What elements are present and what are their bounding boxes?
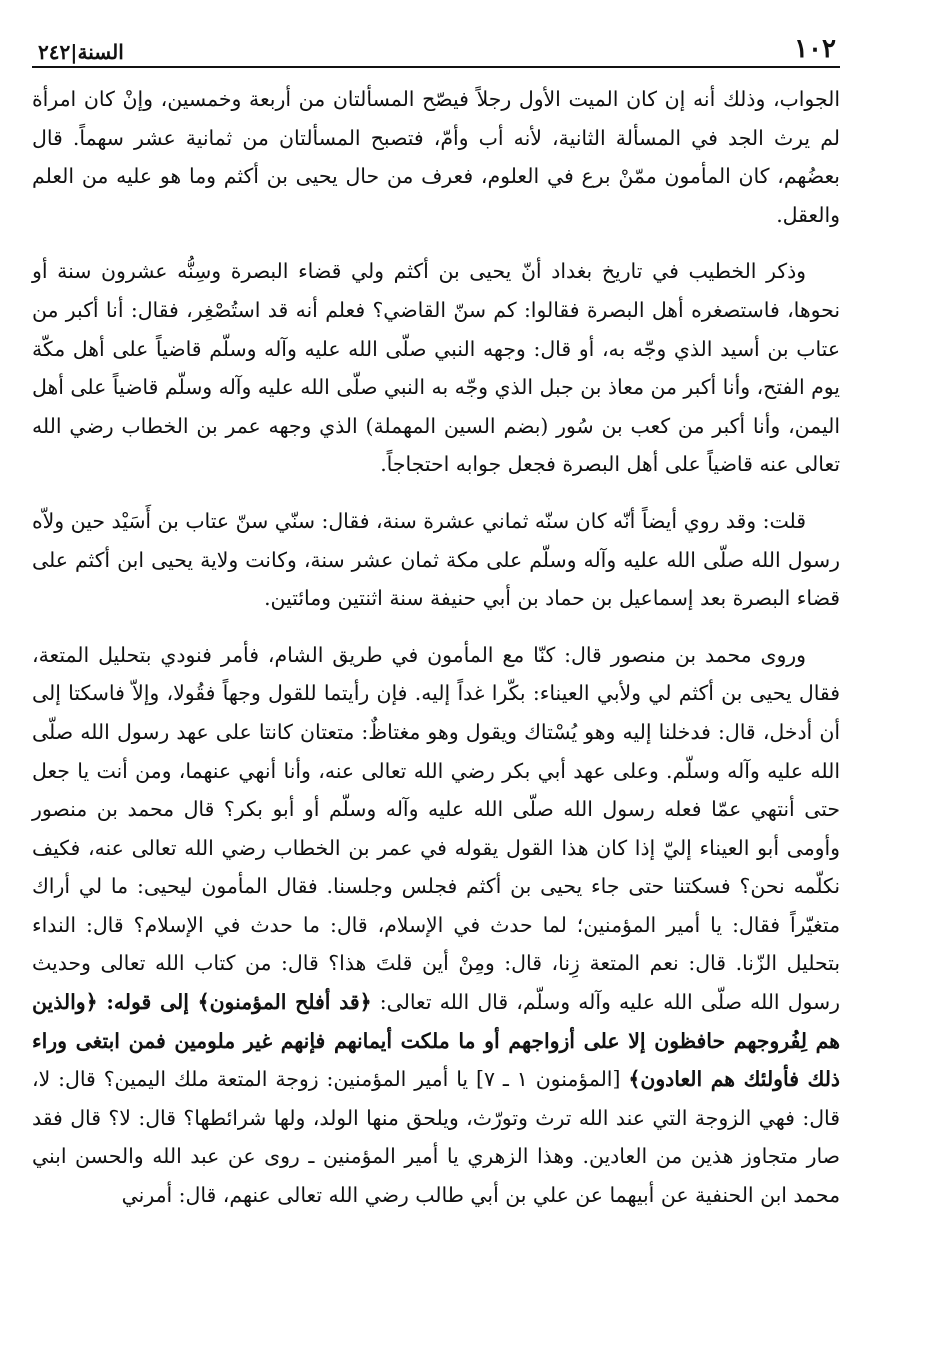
paragraph-4-continuation: [المؤمنون ١ ـ ٧] يا أمير المؤمنين: زوجة المتعة ملك اليمين؟ قال: لا، قال: فهي الزوجة التي عند الله ترث وتورّث، ويلحق منها الولد، ولها شرائطها؟ قال: لا؟ قال فقد صار متجاوز هذين من العادين. وهذا الزهري يا أمير المؤمنين ـ روى عن عبد الله والحسن ابني محمد ابن الحنفية عن أبيهما عن علي بن أبي طالب رضي الله تعالى عنهم، قال: أمرني: [32, 1067, 840, 1208]
paragraph-2: وذكر الخطيب في تاريخ بغداد أنّ يحيى بن أكثم ولي قضاء البصرة وسِنُّه عشرون سنة أو نحوها، فاستصغره أهل البصرة فقالوا: كم سنّ القاضي؟ فعلم أنه قد استُصْغِر، فقال: أنا أكبر من عتاب بن أسيد الذي وجّه به، أو قال: وجهه النبي صلّى الله عليه وآله وسلّم قاضياً على أهل مكّة يوم الفتح، وأنا أكبر من معاذ بن جبل الذي وجّه به النبي صلّى الله عليه وآله وسلّم قاضياً على أهل اليمن، وأنا أكبر من كعب بن سُور (بضم السين المهملة) الذي وجهه عمر بن الخطاب رضي الله تعالى عنه قاضياً على أهل البصرة فجعل جوابه احتجاجاً.: [32, 259, 840, 477]
paragraph-3: قلت: وقد روي أيضاً أنّه كان سنّه ثماني عشرة سنة، فقال: سنّي سنّ عتاب بن أَسَيْد حين ولاّه رسول الله صلّى الله عليه وآله وسلّم على مكة ثمان عشر سنة، وكانت ولاية يحيى ابن أكثم على قضاء البصرة بعد إسماعيل بن حماد بن أبي حنيفة سنة اثنتين ومائتين.: [32, 508, 840, 611]
page-header: [32, 28, 840, 68]
page-number: ١٠٢: [794, 34, 836, 64]
running-header-year: السنة|٢٤٢: [38, 40, 124, 64]
paragraph-4: [32, 636, 840, 1215]
paragraph-1: الجواب، وذلك أنه إن كان الميت الأول رجلاً فيصّح المسألتان من أربعة وخمسين، وإنْ كان امرأة لم يرث الجد في المسألة الثانية، لأنه أب وأمّ، فتصبح المسألتان من ثمانية عشر سهماً. قال بعضُهم، كان المأمون ممّنْ برع في العلوم، فعرف من حال يحيى بن أكثم وما هو عليه من العلم والعقل.: [32, 87, 840, 227]
body-text: [32, 80, 840, 1215]
paragraph-4-text: وروى محمد بن منصور قال: كنّا مع المأمون في طريق الشام، فأمر فنودي بتحليل المتعة، فقال يحيى بن أكثم لي ولأبي العيناء: بكّرا غداً إليه. فإن رأيتما للقول وجهاً فقُولا، وإلاّ فاسكتا إلى أن أدخل، قال: فدخلنا إليه وهو يُسْتاك ويقول وهو مغتاظٌ: متعتان كانتا على عهد رسول الله صلّى الله عليه وآله وسلّم. وعلى عهد أبي بكر رضي الله تعالى عنه، وأنا أنهي عنهما، ومن أنت يا جعل حتى أنتهي عمّا فعله رسول الله صلّى الله عليه وآله وسلّم أو أبو بكر؟ قال محمد بن منصور وأومى أبو العيناء إليّ إذا كان هذا القول يقوله في عمر بن الخطاب رضي الله تعالى عنه، فكيف نكلّمه نحن؟ فسكتنا حتى جاء يحيى بن أكثم فجلس وجلسنا. فقال المأمون ليحيى: ما لي أراك متغيّراً فقال: يا أمير المؤمنين؛ لما حدث في الإسلام، قال: ما حدث في الإسلام؟ قال: النداء بتحليل الزّنا. قال: نعم المتعة زِنا، قال: ومِنْ أين قلتَ هذا؟ قال: من كتاب الله تعالى وحديث رسول الله صلّى الله عليه وآله وسلّم، قال الله تعالى:: [32, 642, 840, 1015]
quran-verse: ﴿قد أفلح المؤمنون﴾ إلى قوله: ﴿والذين هم لِفُروجهم حافظون إلا على أزواجهم أو ما ملكت أيمانهم فإنهم غير ملومين فمن ابتغى وراء ذلك فأولئك هم العادون﴾: [32, 990, 841, 1092]
